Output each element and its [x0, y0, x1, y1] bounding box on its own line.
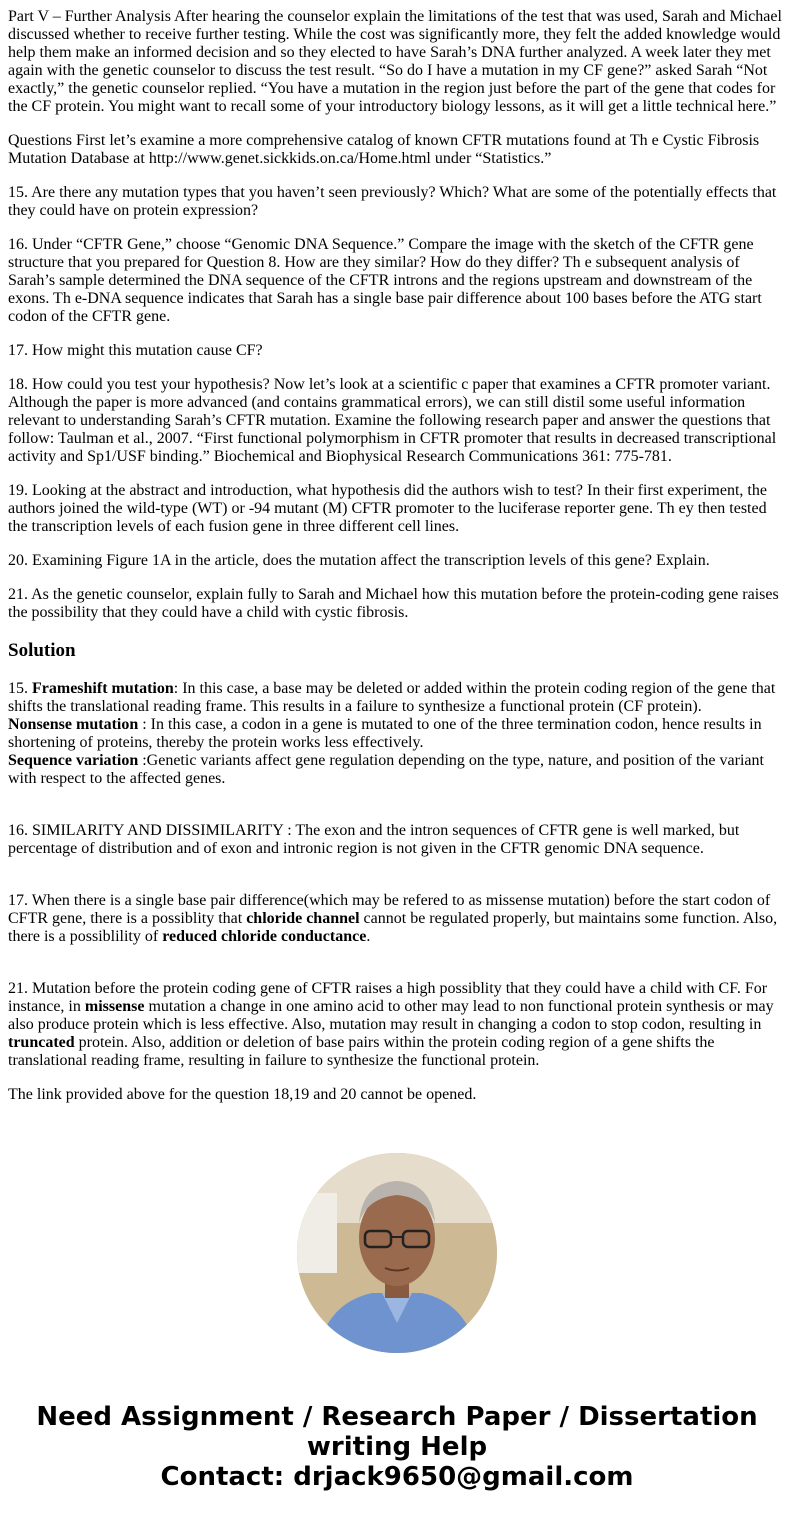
nonsense-text: : In this case, a codon in a gene is mutated to one of the three termination codon, hence results in shortening of proteins, thereby the protein works less effectively. — [8, 716, 762, 751]
variation-term: Sequence variation — [8, 752, 139, 769]
solution-heading: Solution — [8, 640, 76, 661]
footer-contact: Contact: drjack9650@gmail.com — [160, 1462, 634, 1492]
solution-15 — [8, 680, 786, 788]
s17-bold-reduced-conductance: reduced chloride conductance — [162, 928, 367, 945]
s21-text: mutation a change in one amino acid to other may lead to non functional protein synthesis or may also produce protein which is less effective. Also, mutation may result in changing a codon to stop codon, resulting in — [8, 998, 774, 1033]
s17-bold-chloride-channel: chloride channel — [246, 910, 360, 927]
s21-bold-missense: missense — [84, 998, 145, 1015]
s21-bold-truncated: truncated — [8, 1034, 75, 1051]
question-19: 19. Looking at the abstract and introduction, what hypothesis did the authors wish to test? In their first experiment, the authors joined the wild-type (WT) or -94 mutant (M) CFTR promoter to the luciferase reporter gene. Th ey then tested the transcription levels of each fusion gene in three different cell lines. — [8, 482, 767, 535]
solution-note: The link provided above for the question 18,19 and 20 cannot be opened. — [8, 1086, 477, 1103]
person-portrait-icon — [297, 1153, 497, 1353]
s15-num: 15. — [8, 680, 32, 697]
question-15: 15. Are there any mutation types that you haven’t seen previously? Which? What are some of the potentially effects that they could have on protein expression? — [8, 184, 777, 219]
s17-text: 17. When there is a single base pair difference(which may be refered to as missense mutation) before the start codon of CFTR gene, there is a possiblity that — [8, 892, 771, 927]
s17-text: cannot be regulated properly, but maintains some function. Also, there is a possiblility of — [8, 910, 778, 945]
question-20: 20. Examining Figure 1A in the article, does the mutation affect the transcription levels of this gene? Explain. — [8, 552, 710, 569]
frameshift-term: Frameshift mutation — [32, 680, 174, 697]
footer-banner — [0, 1402, 794, 1492]
s17-text: . — [366, 928, 371, 945]
question-16: 16. Under “CFTR Gene,” choose “Genomic DNA Sequence.” Compare the image with the sketch of the CFTR gene structure that you prepared for Question 8. How are they similar? How do they differ? Th e subsequent analysis of Sarah’s sample determined the DNA sequence of the CFTR introns and the regions upstream and downstream of the exons. Th e-DNA sequence indicates that Sarah has a single base pair difference about 100 bases before the ATG start codon of the CFTR gene. — [8, 236, 762, 325]
solution-21 — [8, 980, 786, 1070]
intro-paragraph: Part V – Further Analysis After hearing the counselor explain the limitations of the test that was used, Sarah and Michael discussed whether to receive further testing. While the cost was significantly more, they felt the added knowledge would help them make an informed decision and so they elected to have Sarah’s DNA further analyzed. A week later they met again with the genetic counselor to discuss the test result. “So do I have a mutation in my CF gene?” asked Sarah “Not exactly,” the genetic counselor replied. “You have a mutation in the region just before the part of the gene that codes for the CF protein. You might want to recall some of your introductory biology lessons, as it will get a little technical here.” — [8, 8, 782, 115]
nonsense-term: Nonsense mutation — [8, 716, 139, 733]
solution-17 — [8, 892, 786, 946]
author-photo — [297, 1153, 497, 1353]
frameshift-text: : In this case, a base may be deleted or added within the protein coding region of the gene that shifts the translational reading frame. This results in a failure to synthesize a functional protein (CF protein). — [8, 680, 776, 715]
variation-text: :Genetic variants affect gene regulation depending on the type, nature, and position of the variant with respect to the affected genes. — [8, 752, 764, 787]
question-21: 21. As the genetic counselor, explain fully to Sarah and Michael how this mutation before the protein-coding gene raises the possibility that they could have a child with cystic fibrosis. — [8, 586, 779, 621]
questions-intro: Questions First let’s examine a more comprehensive catalog of known CFTR mutations found at Th e Cystic Fibrosis Mutation Database at http://www.genet.sickkids.on.ca/Home.html under “Statistics.” — [8, 132, 760, 167]
s21-text: protein. Also, addition or deletion of base pairs within the protein coding region of a gene shifts the translational reading frame, resulting in failure to synthesize the functional protein. — [8, 1034, 715, 1069]
question-17: 17. How might this mutation cause CF? — [8, 342, 263, 359]
s21-text: 21. Mutation before the protein coding gene of CFTR raises a high possiblity that they could have a child with CF. For instance, in — [8, 980, 768, 1015]
solution-16: 16. SIMILARITY AND DISSIMILARITY : The exon and the intron sequences of CFTR gene is well marked, but percentage of distribution and of exon and intronic region is not given in the CFTR genomic DNA sequence. — [8, 822, 740, 857]
question-18: 18. How could you test your hypothesis? Now let’s look at a scientific c paper that examines a CFTR promoter variant. Although the paper is more advanced (and contains grammatical errors), we can still distil some useful information relevant to understanding Sarah’s CFTR mutation. Examine the following research paper and answer the questions that follow: Taulman et al., 2007. “First functional polymorphism in CFTR promoter that results in decreased transcriptional activity and Sp1/USF binding.” Biochemical and Biophysical Research Communications 361: 775-781. — [8, 376, 777, 465]
footer-help-text: Need Assignment / Research Paper / Dissertation writing Help — [36, 1402, 758, 1462]
